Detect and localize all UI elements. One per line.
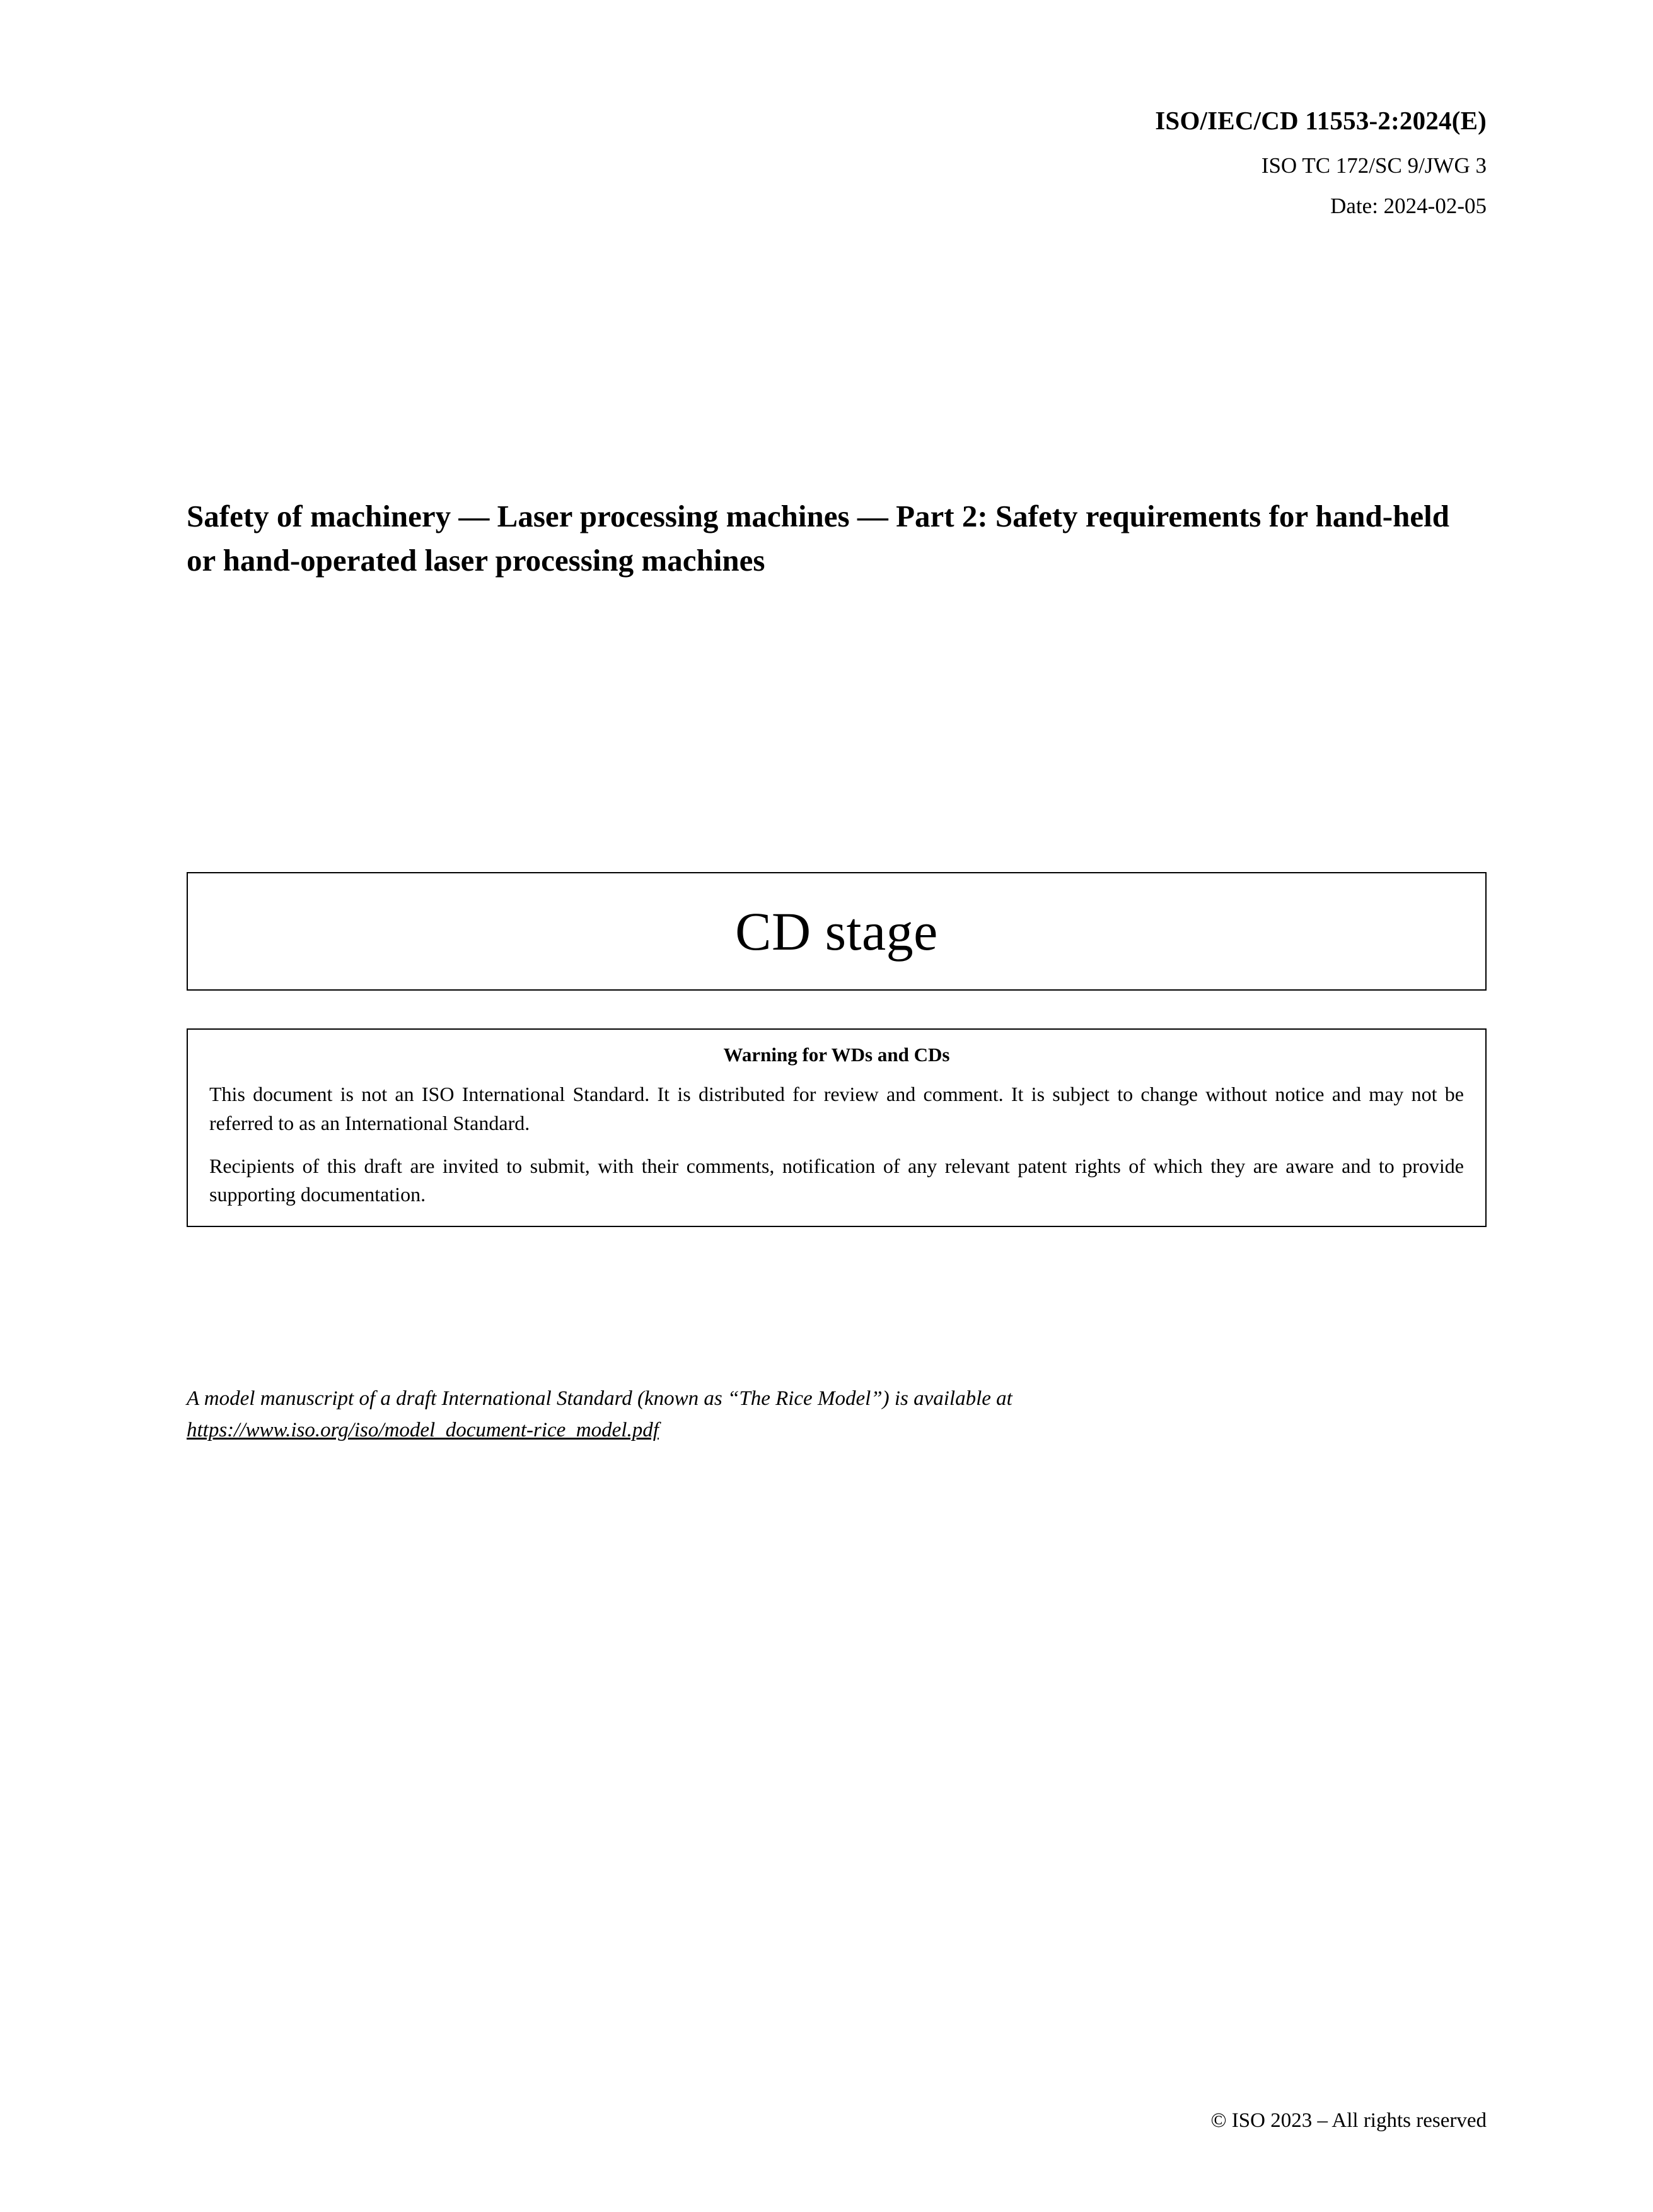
document-header — [187, 0, 1487, 223]
committee-reference: ISO TC 172/SC 9/JWG 3 — [1261, 153, 1487, 178]
warning-paragraph-2: Recipients of this draft are invited to submit, with their comments, notification of any relevant patent rights of which they are aware and to provide supporting documentation. — [209, 1154, 1464, 1206]
model-manuscript-note — [187, 1383, 1487, 1446]
warning-paragraph-1: This document is not an ISO International Standard. It is distributed for review and comment. It is subject to change without notice and may not be referred to as an International Standard. — [209, 1083, 1464, 1134]
warning-heading: Warning for WDs and CDs — [723, 1044, 950, 1066]
model-manuscript-link[interactable]: https://www.iso.org/iso/model_document-rice_model.pdf — [187, 1418, 659, 1441]
stage-label: CD stage — [735, 901, 938, 962]
warning-box — [187, 1028, 1487, 1227]
stage-box — [187, 872, 1487, 991]
copyright-footer: © ISO 2023 – All rights reserved — [1210, 2109, 1487, 2132]
document-date: Date: 2024-02-05 — [1330, 193, 1487, 218]
model-note-text: A model manuscript of a draft International Standard (known as “The Rice Model”) is available at — [187, 1387, 1012, 1411]
page-content — [187, 0, 1487, 2212]
document-reference: ISO/IEC/CD 11553-2:2024(E) — [1155, 106, 1487, 135]
page-title: Safety of machinery — Laser processing machines — Part 2: Safety requirements for hand-held or hand-operated laser processing machines — [187, 499, 1449, 578]
